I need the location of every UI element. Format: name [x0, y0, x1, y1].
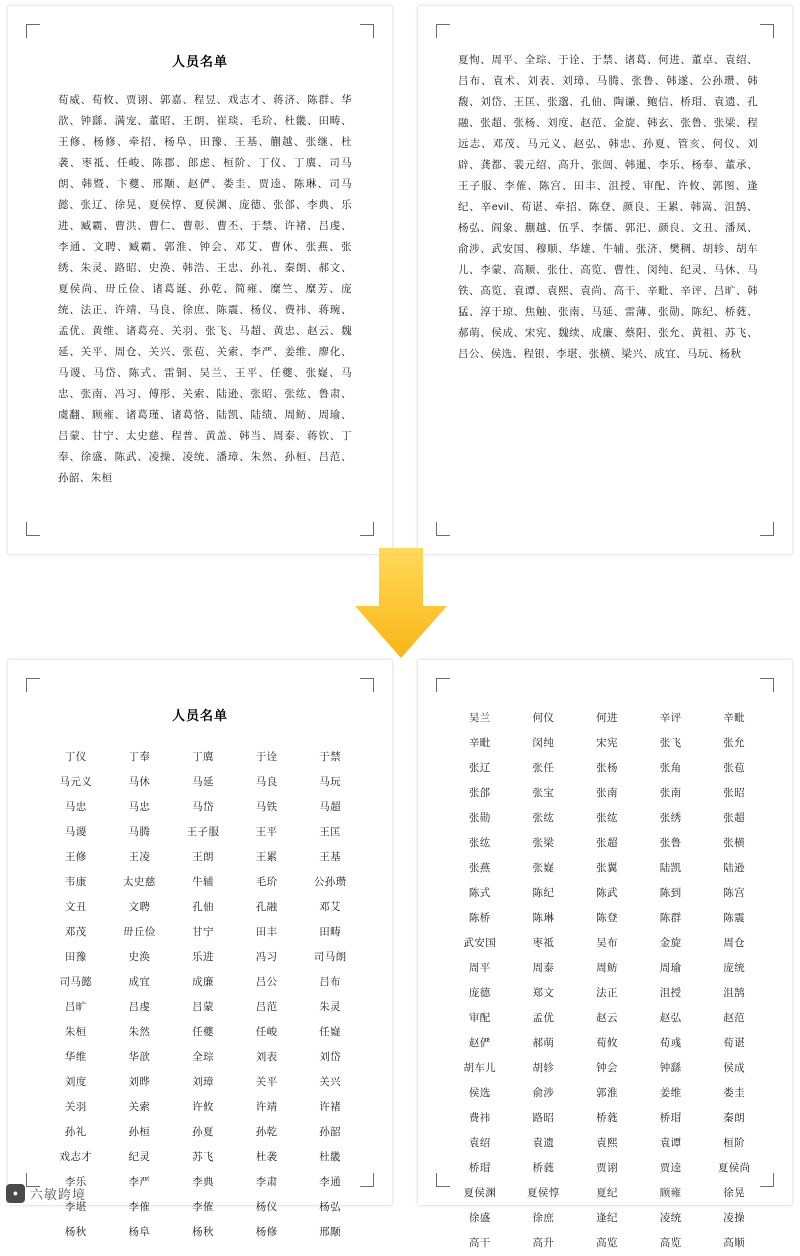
name-cell: 任嶷 [319, 1026, 342, 1038]
name-cell: 陈登 [596, 912, 618, 924]
name-cell: 杨仪 [255, 1201, 278, 1213]
name-cell: 张绣 [659, 812, 682, 824]
name-cell: 全琮 [192, 1051, 214, 1063]
name-cell: 吴布 [596, 937, 618, 949]
name-cell: 荀攸 [596, 1037, 618, 1049]
crop-mark-icon [760, 24, 774, 38]
name-cell: 史涣 [128, 951, 151, 963]
name-cell: 陈宫 [723, 887, 746, 899]
name-cell: 王朗 [192, 851, 214, 863]
name-cell: 高览 [659, 1237, 682, 1249]
name-cell: 许褚 [319, 1101, 342, 1113]
before-page-1 [8, 6, 392, 554]
name-cell: 马良 [255, 776, 278, 788]
name-cell: 关平 [255, 1076, 278, 1088]
name-cell: 牛辅 [192, 876, 214, 888]
name-cell: 邓艾 [319, 901, 342, 913]
name-cell: 陈式 [468, 887, 491, 899]
name-cell: 关兴 [319, 1076, 342, 1088]
name-cell: 周仓 [723, 937, 746, 949]
name-cell: 马玩 [319, 776, 342, 788]
name-cell: 凌统 [659, 1212, 682, 1224]
name-cell: 贾逵 [659, 1162, 682, 1174]
name-cell: 袁熙 [596, 1137, 618, 1149]
name-cell: 宋宪 [596, 737, 618, 749]
name-cell: 冯习 [255, 951, 278, 963]
name-cell: 桥瑁 [659, 1112, 682, 1124]
name-cell: 逢纪 [596, 1212, 618, 1224]
name-cell: 杨弘 [319, 1201, 342, 1213]
name-cell: 吕蒙 [192, 1001, 214, 1013]
name-cell: 张纮 [468, 837, 491, 849]
watermark [6, 1184, 86, 1203]
name-cell: 夏纪 [596, 1187, 618, 1199]
name-cell: 成廉 [192, 976, 214, 988]
name-cell: 周鲂 [596, 962, 618, 974]
name-cell: 周瑜 [659, 962, 682, 974]
name-cell: 张翼 [596, 862, 618, 874]
name-cell: 太史慈 [123, 876, 156, 888]
name-cell: 侯成 [723, 1062, 746, 1074]
name-cell: 徐晃 [723, 1187, 746, 1199]
name-cell: 陈琳 [532, 912, 555, 924]
name-cell: 文丑 [64, 901, 87, 913]
name-cell: 张任 [532, 762, 555, 774]
name-cell: 王累 [255, 851, 278, 863]
name-cell: 华歆 [128, 1051, 151, 1063]
name-cell: 毌丘俭 [123, 926, 156, 938]
name-paragraph: 夏恂、周平、全琮、于诠、于禁、诸葛、何进、董卓、袁绍、吕布、袁术、刘表、刘璋、马腾、张鲁、韩遂、公孙瓒、韩馥、刘岱、王匡、张邈、孔伷、陶谦、鲍信、桥瑁、袁遗、孔融、张超、张杨、刘度、赵范、金旋、韩玄、张鲁、张梁、程远志、邓茂、马元义、赵弘、韩忠、孙夏、管亥、何仪、刘辟、龚都、裴元绍、高升、张闿、韩暹、李乐、杨奉、董承、王子服、李傕、陈宫、田丰、沮授、审配、许攸、郭图、逢纪、辛evil、荀谌、牵招、陈登、颜良、王累、韩嵩、沮鹄、杨弘、阎象、蒯越、伍孚、李儒、郭汜、颜良、文丑、潘凤、俞涉、武安国、穆顺、华雄、牛辅、张济、樊稠、胡轸、胡车儿、李蒙、高顺、张仕、高览、曹性、闵纯、纪灵、马休、马铁、高览、袁谭、袁熙、袁尚、高干、辛毗、辛评、吕旷、韩猛、淳于琼、焦触、张南、马延、雷薄、张勋、陈纪、桥蕤、郝萌、侯成、宋宪、魏续、成廉、蔡阳、张允、黄祖、苏飞、吕公、侯选、程银、李堪、张横、梁兴、成宜、马玩、杨秋 [458, 54, 758, 360]
name-cell: 陈震 [723, 912, 746, 924]
name-cell: 吕旷 [64, 1001, 87, 1013]
name-cell: 朱桓 [64, 1026, 87, 1038]
name-cell: 陈纪 [532, 887, 555, 899]
name-cell: 张允 [723, 737, 746, 749]
name-cell: 高升 [532, 1237, 555, 1249]
name-cell: 桓阶 [723, 1137, 746, 1149]
name-cell: 陈到 [659, 887, 682, 899]
name-cell: 凌操 [723, 1212, 746, 1224]
name-cell: 纪灵 [128, 1151, 151, 1163]
name-cell: 邓茂 [64, 926, 87, 938]
name-cell: 赵俨 [468, 1037, 491, 1049]
name-cell: 杜袭 [255, 1151, 278, 1163]
name-cell: 武安国 [463, 937, 497, 949]
after-page-2 [418, 660, 792, 1249]
name-cell: 袁绍 [468, 1137, 491, 1149]
name-cell: 何进 [596, 712, 618, 724]
name-cell: 钟会 [596, 1062, 618, 1074]
name-cell: 费祎 [468, 1112, 491, 1124]
name-cell: 张角 [659, 762, 682, 774]
name-cell: 金旋 [659, 937, 682, 949]
name-cell: 孙夏 [192, 1126, 214, 1138]
name-cell: 杨秋 [64, 1226, 87, 1238]
name-cell: 韦康 [64, 876, 87, 888]
name-cell: 胡轸 [532, 1062, 555, 1074]
name-cell: 司马懿 [59, 976, 93, 988]
name-cell: 孔融 [255, 901, 278, 913]
name-cell: 王平 [255, 826, 278, 838]
name-cell: 张昭 [723, 787, 746, 799]
name-cell: 孙礼 [64, 1126, 87, 1138]
name-cell: 张勋 [468, 812, 491, 824]
name-cell: 路昭 [532, 1112, 555, 1124]
name-cell: 沮授 [659, 987, 682, 999]
name-cell: 吕公 [255, 976, 278, 988]
name-cell: 赵弘 [659, 1012, 682, 1024]
name-cell: 张燕 [468, 862, 491, 874]
crop-mark-icon [26, 522, 40, 536]
name-cell: 秦朗 [723, 1112, 746, 1124]
name-cell: 丁仪 [64, 751, 87, 763]
name-cell: 张梁 [532, 837, 555, 849]
name-cell: 桥蕤 [596, 1112, 618, 1124]
name-cell: 郑文 [532, 987, 555, 999]
name-cell: 马元义 [59, 776, 93, 788]
name-cell: 胡车儿 [463, 1062, 497, 1074]
crop-mark-icon [26, 678, 40, 692]
name-cell: 张杨 [596, 762, 618, 774]
name-cell: 闵纯 [532, 737, 555, 749]
name-cell: 赵范 [723, 1012, 746, 1024]
name-cell: 桥蕤 [532, 1162, 555, 1174]
crop-mark-icon [360, 678, 374, 692]
name-cell: 夏侯惇 [527, 1187, 560, 1199]
name-cell: 王子服 [186, 826, 220, 838]
name-cell: 袁遗 [532, 1137, 555, 1149]
name-cell: 陈武 [596, 887, 618, 899]
name-cell: 马谡 [64, 826, 87, 838]
name-cell: 杨阜 [128, 1226, 151, 1238]
name-cell: 张苞 [723, 762, 746, 774]
name-cell: 徐庶 [532, 1212, 555, 1224]
name-cell: 张鲁 [659, 837, 682, 849]
name-cell: 朱然 [128, 1026, 151, 1038]
name-cell: 孔伷 [192, 901, 214, 913]
name-cell: 马忠 [64, 801, 87, 813]
name-cell: 桥瑁 [468, 1162, 491, 1174]
name-cell: 荀彧 [659, 1037, 682, 1049]
name-cell: 杨秋 [192, 1226, 214, 1238]
name-cell: 田丰 [255, 926, 278, 938]
before-page-2 [418, 6, 792, 554]
name-cell: 戏志才 [59, 1151, 93, 1163]
name-cell: 张飞 [659, 737, 682, 749]
name-cell: 侯选 [468, 1087, 491, 1099]
name-cell: 郭淮 [596, 1087, 618, 1099]
name-cell: 马休 [128, 776, 151, 788]
name-cell: 苏飞 [192, 1151, 214, 1163]
name-cell: 公孙瓒 [313, 876, 347, 888]
crop-mark-icon [760, 678, 774, 692]
name-cell: 李典 [192, 1176, 214, 1188]
name-cell: 丁廙 [192, 751, 214, 763]
name-cell: 于禁 [319, 751, 342, 763]
name-cell: 陈桥 [468, 912, 491, 924]
page-title: 人员名单 [171, 54, 228, 69]
name-cell: 审配 [468, 1012, 491, 1024]
name-cell: 荀谌 [723, 1037, 746, 1049]
name-cell: 李傕 [128, 1201, 151, 1213]
name-cell: 司马朗 [313, 951, 347, 963]
name-cell: 杨修 [255, 1226, 278, 1238]
name-cell: 辛评 [659, 712, 682, 724]
name-cell: 何仪 [532, 712, 555, 724]
name-cell: 顾雍 [659, 1187, 682, 1199]
name-cell: 马腾 [128, 826, 151, 838]
name-cell: 张南 [596, 787, 618, 799]
crop-mark-icon [360, 522, 374, 536]
name-cell: 李通 [319, 1176, 342, 1188]
name-cell: 文聘 [128, 901, 151, 913]
name-cell: 徐盛 [468, 1212, 491, 1224]
crop-mark-icon [436, 522, 450, 536]
name-cell: 张纮 [596, 812, 618, 824]
name-cell: 杜畿 [319, 1151, 342, 1163]
name-cell: 田豫 [64, 951, 87, 963]
name-cell: 任峻 [255, 1026, 278, 1038]
name-cell: 关羽 [64, 1101, 87, 1113]
name-cell: 张嶷 [532, 862, 555, 874]
name-cell: 任夔 [192, 1026, 214, 1038]
name-cell: 刘岱 [319, 1051, 342, 1063]
name-cell: 邢颙 [319, 1226, 342, 1238]
name-cell: 成宜 [128, 976, 151, 988]
name-cell: 吕虔 [128, 1001, 151, 1013]
name-cell: 于诠 [255, 751, 278, 763]
name-cell: 孙韶 [319, 1126, 342, 1138]
name-cell: 刘度 [64, 1076, 87, 1088]
name-grid-left [44, 745, 362, 1245]
name-cell: 郝萌 [532, 1037, 555, 1049]
after-page-1 [8, 660, 392, 1238]
name-cell: 李堪 [64, 1201, 87, 1213]
crop-mark-icon [760, 522, 774, 536]
name-cell: 李肃 [255, 1176, 278, 1188]
name-cell: 张宝 [532, 787, 555, 799]
name-cell: 高干 [468, 1237, 491, 1249]
name-cell: 孙乾 [255, 1126, 278, 1138]
name-cell: 姜维 [659, 1087, 682, 1099]
crop-mark-icon [360, 24, 374, 38]
name-cell: 辛毗 [723, 712, 746, 724]
name-cell: 刘璋 [192, 1076, 214, 1088]
name-cell: 辛毗 [468, 737, 491, 749]
name-cell: 沮鹄 [723, 987, 746, 999]
watermark-label: 六敏跨境 [30, 1187, 87, 1202]
name-grid-right [448, 706, 766, 1256]
name-cell: 许攸 [192, 1101, 214, 1113]
name-cell: 田畴 [319, 926, 342, 938]
name-cell: 娄圭 [723, 1087, 746, 1099]
name-cell: 王修 [64, 851, 87, 863]
name-cell: 李严 [128, 1176, 151, 1188]
name-cell: 张横 [723, 837, 746, 849]
name-cell: 张郃 [468, 787, 491, 799]
name-cell: 陆逊 [723, 862, 746, 874]
name-cell: 马岱 [192, 801, 214, 813]
name-cell: 陈群 [659, 912, 682, 924]
name-cell: 张超 [723, 812, 746, 824]
name-cell: 王凌 [128, 851, 151, 863]
name-cell: 李傕 [192, 1201, 214, 1213]
name-cell: 袁谭 [659, 1137, 682, 1149]
name-cell: 高顺 [723, 1237, 746, 1249]
name-cell: 马铁 [255, 801, 278, 813]
name-cell: 孟优 [532, 1012, 555, 1024]
name-cell: 朱灵 [319, 1001, 342, 1013]
name-paragraph: 荀威、荀攸、贾诩、郭嘉、程昱、戏志才、蒋济、陈群、华歆、钟繇、满宠、董昭、王朗、崔琰、毛玠、杜畿、田畴、王修、杨修、牵招、杨阜、田豫、王基、蒯越、张继、杜袭、枣祗、任峻、陈郡、郎虑、桓阶、丁仪、丁廙、司马朗、韩暨、卞夔、邢颙、赵俨、娄圭、贾逵、陈琳、司马懿、张辽、徐晃、夏侯惇、夏侯渊、庞德、张郃、李典、乐进、臧霸、曹洪、曹仁、曹彰、曹丕、于禁、许褚、吕虔、李通、文聘、臧霸、郭淮、钟会、邓艾、曹休、张燕、张绣、朱灵、路昭、史涣、韩浩、王忠、孙礼、秦朗、郝文、夏侯尚、毌丘俭、诸葛诞、孙乾、简雍、糜竺、糜芳、庞统、法正、许靖、马良、徐庶、陈震、杨仪、费祎、蒋琬、孟优、黄维、诸葛亮、关羽、张飞、马超、黄忠、赵云、魏延、关平、周仓、关兴、张苞、关索、李严、姜维、廖化、马谡、马岱、陈式、雷铜、吴兰、王平、任夔、张嶷、马忠、张南、冯习、傅彤、关索、陆逊、张昭、张纮、鲁肃、虞翻、顾雍、诸葛瑾、诸葛恪、陆凯、陆绩、周鲂、周瑜、吕蒙、甘宁、太史慈、程普、黄盖、韩当、周泰、蒋钦、丁奉、徐盛、陈武、凌操、凌统、潘璋、朱然、孙桓、吕范、孙韶、朱桓 [58, 94, 352, 484]
name-cell: 庞德 [468, 987, 491, 999]
crop-mark-icon [436, 24, 450, 38]
name-cell: 刘表 [255, 1051, 278, 1063]
name-cell: 关索 [128, 1101, 151, 1113]
name-cell: 周泰 [532, 962, 555, 974]
name-cell: 马延 [192, 776, 214, 788]
name-cell: 孙桓 [128, 1126, 151, 1138]
name-cell: 张纮 [532, 812, 555, 824]
name-cell: 吴兰 [468, 712, 491, 724]
name-cell: 丁奉 [128, 751, 151, 763]
name-cell: 张超 [596, 837, 618, 849]
name-cell: 夏侯渊 [463, 1187, 497, 1199]
name-cell: 吕布 [319, 976, 342, 988]
name-cell: 刘晔 [128, 1076, 151, 1088]
name-cell: 张南 [659, 787, 682, 799]
crop-mark-icon [360, 1173, 374, 1187]
name-cell: 俞涉 [532, 1087, 555, 1099]
down-arrow-icon [355, 548, 447, 658]
name-cell: 赵云 [596, 1012, 618, 1024]
name-cell: 贾诩 [596, 1162, 618, 1174]
name-cell: 王基 [319, 851, 342, 863]
name-cell: 华维 [64, 1051, 87, 1063]
name-cell: 甘宁 [192, 926, 214, 938]
name-cell: 乐进 [192, 951, 214, 963]
name-cell: 钟繇 [659, 1062, 682, 1074]
watermark-logo-icon: ● [6, 1184, 25, 1203]
name-cell: 许靖 [255, 1101, 278, 1113]
name-cell: 枣祗 [532, 937, 555, 949]
name-cell: 张辽 [468, 762, 491, 774]
name-cell: 李乐 [64, 1176, 87, 1188]
name-cell: 马超 [319, 801, 342, 813]
name-cell: 吕范 [255, 1001, 278, 1013]
name-cell: 陆凯 [659, 862, 682, 874]
name-cell: 毛玠 [255, 876, 278, 888]
page-title: 人员名单 [171, 708, 228, 723]
crop-mark-icon [436, 678, 450, 692]
name-cell: 夏侯尚 [717, 1162, 751, 1174]
name-cell: 马忠 [128, 801, 151, 813]
name-cell: 庞统 [723, 962, 746, 974]
name-cell: 高览 [596, 1237, 618, 1249]
name-cell: 周平 [468, 962, 491, 974]
name-cell: 法正 [596, 987, 618, 999]
crop-mark-icon [26, 24, 40, 38]
name-cell: 王匡 [319, 826, 342, 838]
